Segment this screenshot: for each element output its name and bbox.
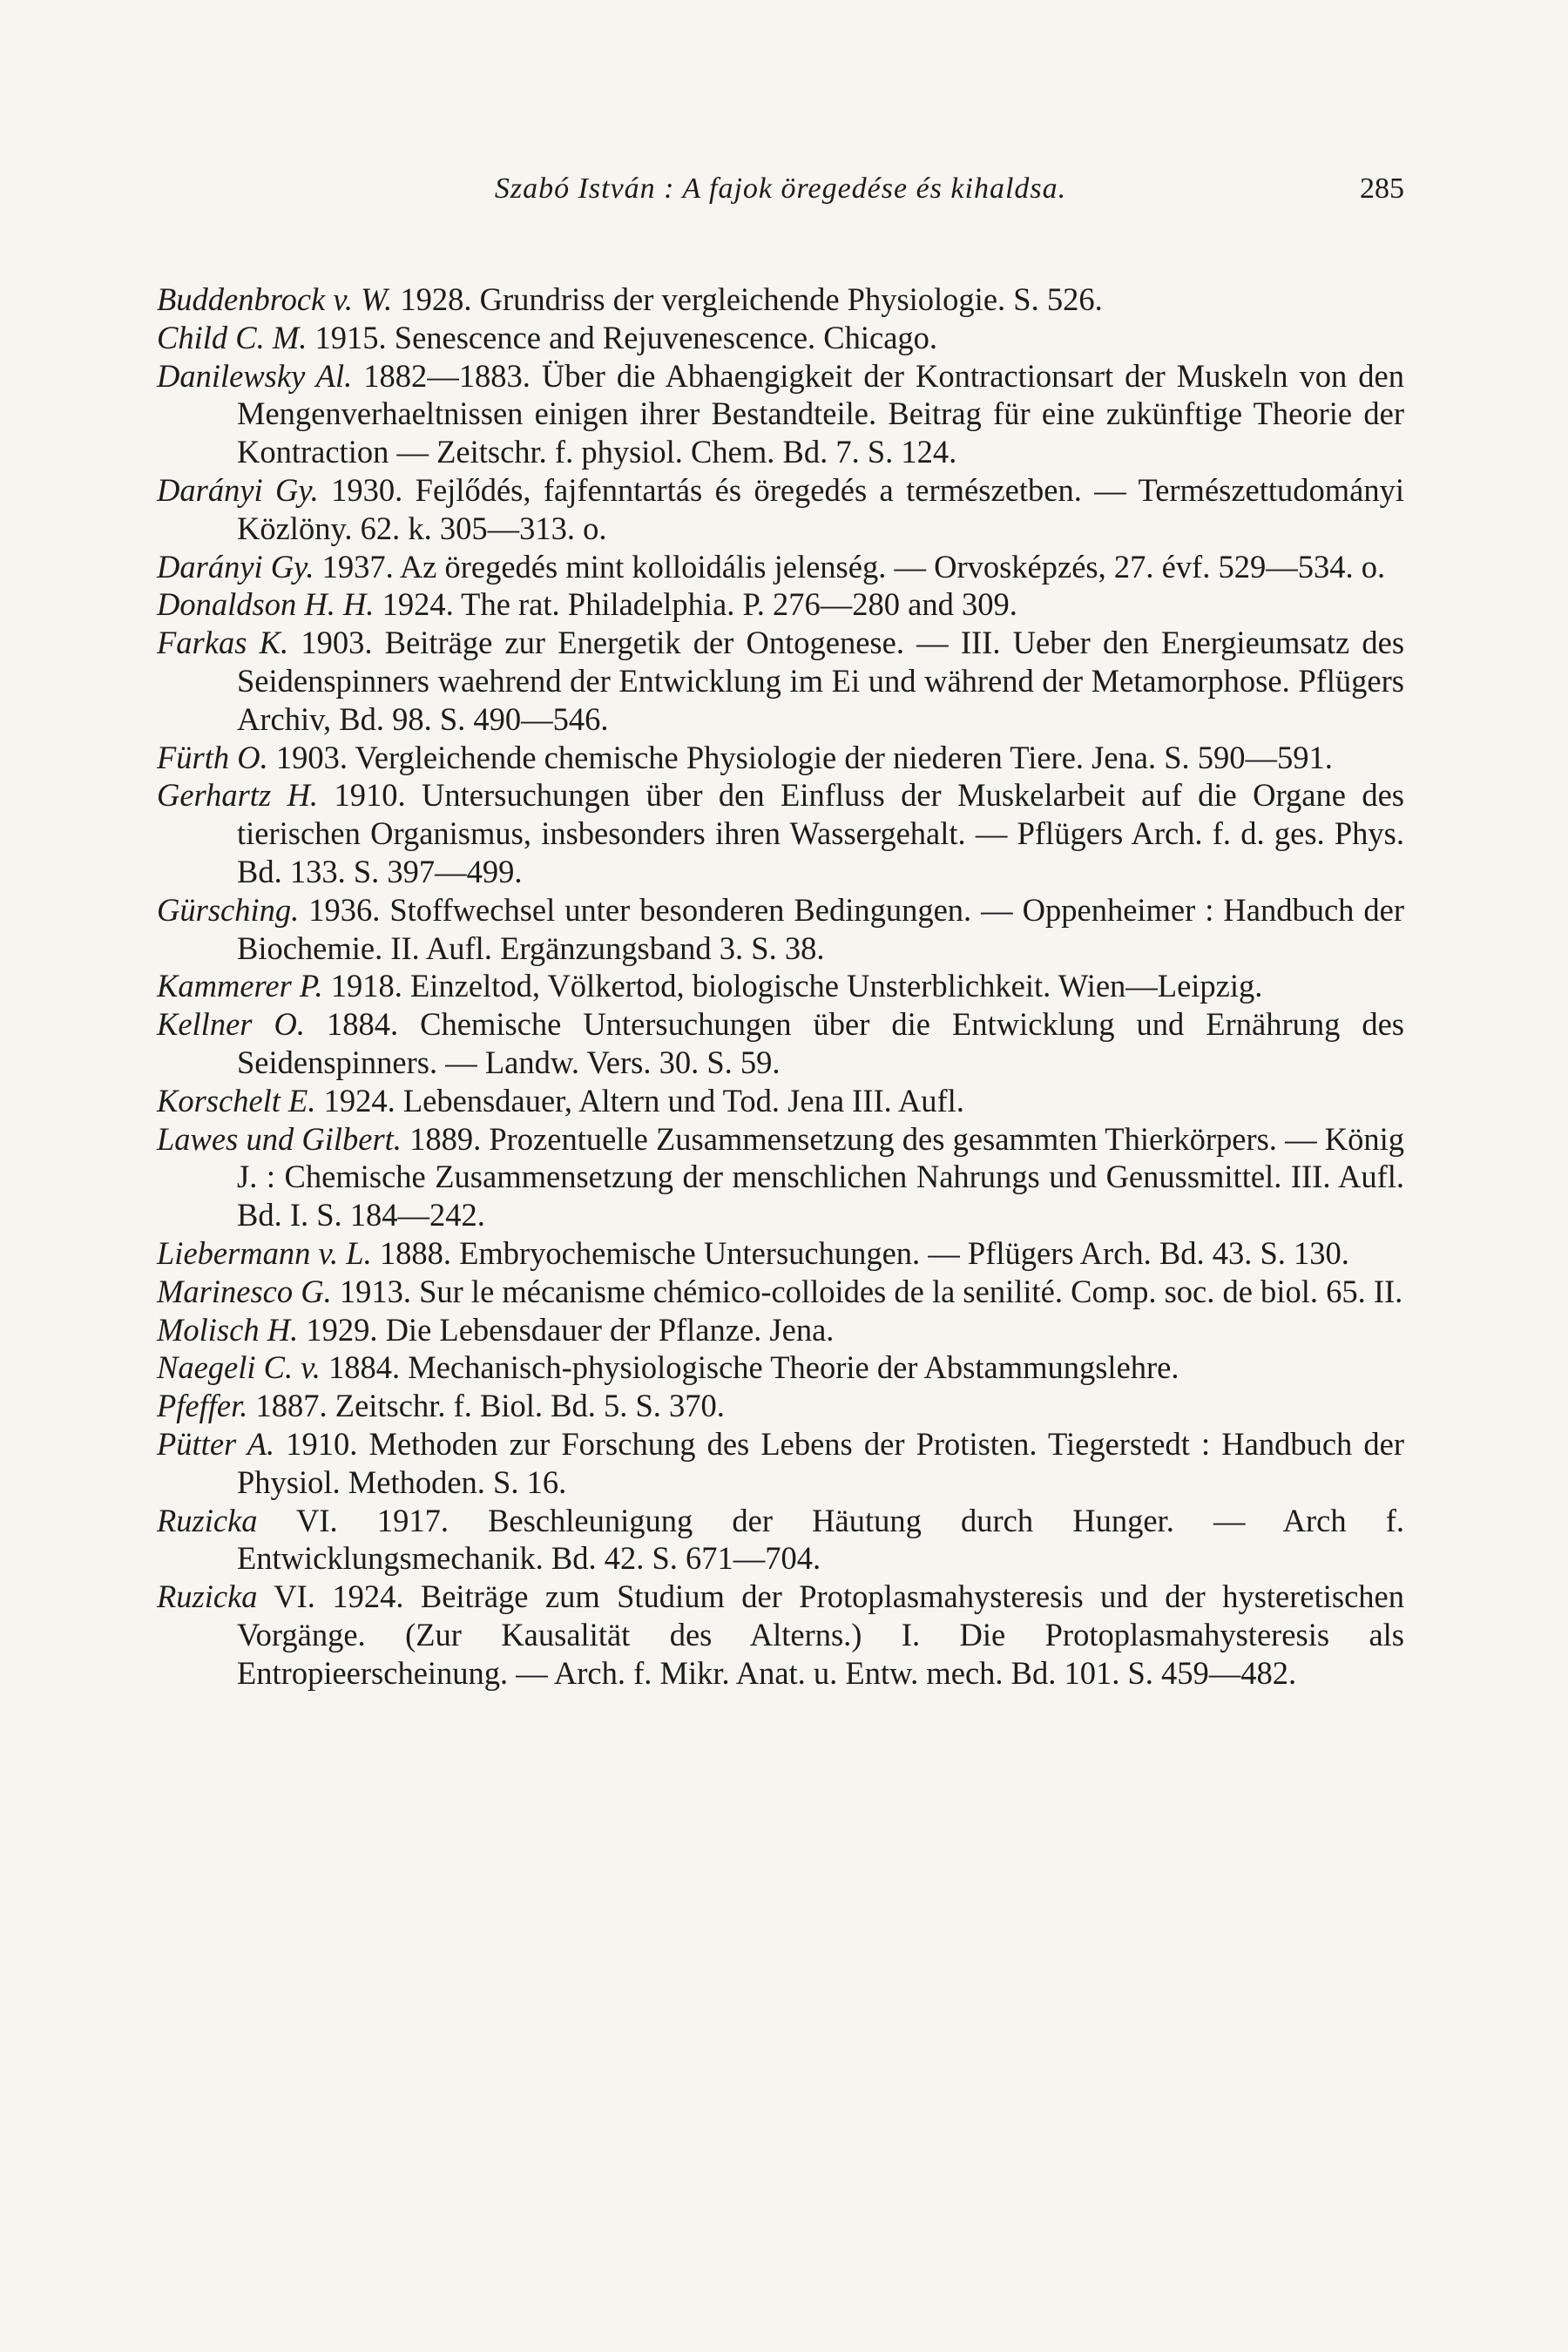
reference-author: Molisch H. (157, 1311, 299, 1348)
reference-author: Farkas K. (157, 625, 289, 661)
reference-author: Marinesco G. (157, 1273, 332, 1309)
reference-author: Buddenbrock v. W. (157, 281, 393, 317)
reference-entry (157, 739, 1404, 777)
page-header (157, 172, 1404, 216)
reference-text: 1882—1883. Über die Abhaengigkeit der Kontractionsart der Muskeln von den Mengenverhaeltnissen einigen ihrer Bestandteile. Beitrag für eine zukünftige Theorie der Kontraction — Zeitschr. f. physiol. Chem. Bd. 7. S. 124. (237, 357, 1405, 470)
reference-entry (157, 891, 1404, 968)
reference-text: 1910. Methoden zur Forschung des Lebens der Protisten. Tiegerstedt : Handbuch der Physiol. Methoden. S. 16. (237, 1425, 1404, 1500)
reference-entry (157, 548, 1404, 586)
reference-author: Fürth O. (157, 739, 268, 775)
reference-text: 1915. Senescence and Rejuvenescence. Chicago. (314, 319, 938, 355)
reference-text: 1924. The rat. Philadelphia. P. 276—280 and 309. (382, 586, 1017, 623)
running-title: Szabó István : A fajok öregedése és kihaldsa. (494, 172, 1067, 205)
reference-text: 1903. Vergleichende chemische Physiologie der niederen Tiere. Jena. S. 590—591. (275, 739, 1333, 775)
reference-text: 1918. Einzeltod, Völkertod, biologische Unsterblichkeit. Wien—Leipzig. (330, 968, 1263, 1004)
reference-text: 1936. Stoffwechsel unter besonderen Bedingungen. — Oppenheimer : Handbuch der Biochemie. II. Aufl. Ergänzungsband 3. S. 38. (237, 891, 1405, 966)
reference-author: Naegeli C. v. (157, 1349, 321, 1386)
reference-author: Darányi Gy. (157, 548, 314, 585)
reference-entry (157, 1348, 1404, 1387)
page-number: 285 (1360, 172, 1404, 205)
reference-text: 1930. Fejlődés, fajfenntartás és öregedés a természetben. — Természettudományi Közlöny. 62. k. 305—313. o. (237, 471, 1405, 546)
reference-entry (157, 967, 1404, 1005)
reference-author: Gerhartz H. (157, 777, 319, 814)
reference-entry (157, 1578, 1404, 1692)
reference-author: Ruzicka (157, 1502, 258, 1538)
reference-author: Donaldson H. H. (157, 586, 375, 623)
reference-text: 1884. Chemische Untersuchungen über die Entwicklung und Ernährung des Seidenspinners. — Landw. Vers. 30. S. 59. (237, 1006, 1405, 1080)
reference-author: Ruzicka (157, 1578, 258, 1615)
reference-author: Danilewsky Al. (157, 357, 353, 394)
reference-author: Pfeffer. (157, 1388, 248, 1424)
reference-text: 1924. Lebensdauer, Altern und Tod. Jena III. Aufl. (323, 1082, 964, 1119)
reference-entry (157, 1005, 1404, 1082)
reference-text: 1884. Mechanisch-physiologische Theorie der Abstammungslehre. (328, 1349, 1179, 1386)
reference-entry (157, 624, 1404, 738)
reference-text: 1888. Embryochemische Untersuchungen. — Pflügers Arch. Bd. 43. S. 130. (379, 1234, 1349, 1271)
reference-entry (157, 280, 1404, 319)
reference-author: Liebermann v. L. (157, 1234, 372, 1271)
reference-author: Gürsching. (157, 891, 300, 928)
reference-entry (157, 1120, 1404, 1234)
reference-author: Lawes und Gilbert. (157, 1120, 402, 1157)
reference-text: 1887. Zeitschr. f. Biol. Bd. 5. S. 370. (255, 1388, 725, 1424)
reference-author: Korschelt E. (157, 1082, 316, 1119)
reference-entry (157, 1387, 1404, 1425)
reference-author: Kellner O. (157, 1006, 305, 1043)
reference-entry (157, 1273, 1404, 1311)
reference-text: 1903. Beiträge zur Energetik der Ontogenese. — III. Ueber den Energieumsatz des Seidenspinners waehrend der Entwicklung im Ei und während der Metamorphose. Pflügers Archiv, Bd. 98. S. 490—546. (237, 625, 1405, 737)
reference-entry (157, 1502, 1404, 1578)
reference-entry (157, 585, 1404, 624)
reference-entry (157, 1425, 1404, 1502)
reference-entry (157, 1082, 1404, 1120)
reference-text: 1889. Prozentuelle Zusammensetzung des gesammten Thierkörpers. — König J. : Chemische Zusammensetzung der menschlichen Nahrungs und Genussmittel. III. Aufl. Bd. I. S. 184—242. (237, 1120, 1404, 1233)
reference-entry (157, 776, 1404, 890)
reference-entry (157, 319, 1404, 357)
reference-entry (157, 1311, 1404, 1349)
reference-text: VI. 1924. Beiträge zum Studium der Protoplasmahysteresis und der hysteretischen Vorgänge. (Zur Kausalität des Alterns.) I. Die Protoplasmahysteresis als Entropieerscheinung. — Arch. f. Mikr. Anat. u. Entw. mech. Bd. 101. S. 459—482. (237, 1578, 1404, 1691)
reference-text: 1937. Az öregedés mint kolloidális jelenség. — Orvosképzés, 27. évf. 529—534. o. (321, 548, 1386, 585)
reference-author: Child C. M. (157, 319, 308, 355)
reference-entry (157, 1234, 1404, 1273)
reference-text: VI. 1917. Beschleunigung der Häutung durch Hunger. — Arch f. Entwicklungsmechanik. Bd. 42. S. 671—704. (237, 1502, 1404, 1577)
reference-entry (157, 357, 1404, 471)
reference-author: Kammerer P. (157, 968, 323, 1004)
reference-text: 1928. Grundriss der vergleichende Physiologie. S. 526. (400, 281, 1103, 317)
reference-text: 1913. Sur le mécanisme chémico-colloides de la senilité. Comp. soc. de biol. 65. II. (339, 1273, 1403, 1309)
reference-author: Pütter A. (157, 1425, 275, 1462)
reference-text: 1910. Untersuchungen über den Einfluss der Muskelarbeit auf die Organe des tierischen Organismus, insbesonders ihren Wassergehalt. — Pflügers Arch. f. d. ges. Phys. Bd. 133. S. 397—499. (237, 777, 1404, 889)
reference-author: Darányi Gy. (157, 471, 319, 508)
reference-text: 1929. Die Lebensdauer der Pflanze. Jena. (306, 1311, 835, 1348)
reference-entry (157, 471, 1404, 548)
reference-list (157, 280, 1404, 1692)
